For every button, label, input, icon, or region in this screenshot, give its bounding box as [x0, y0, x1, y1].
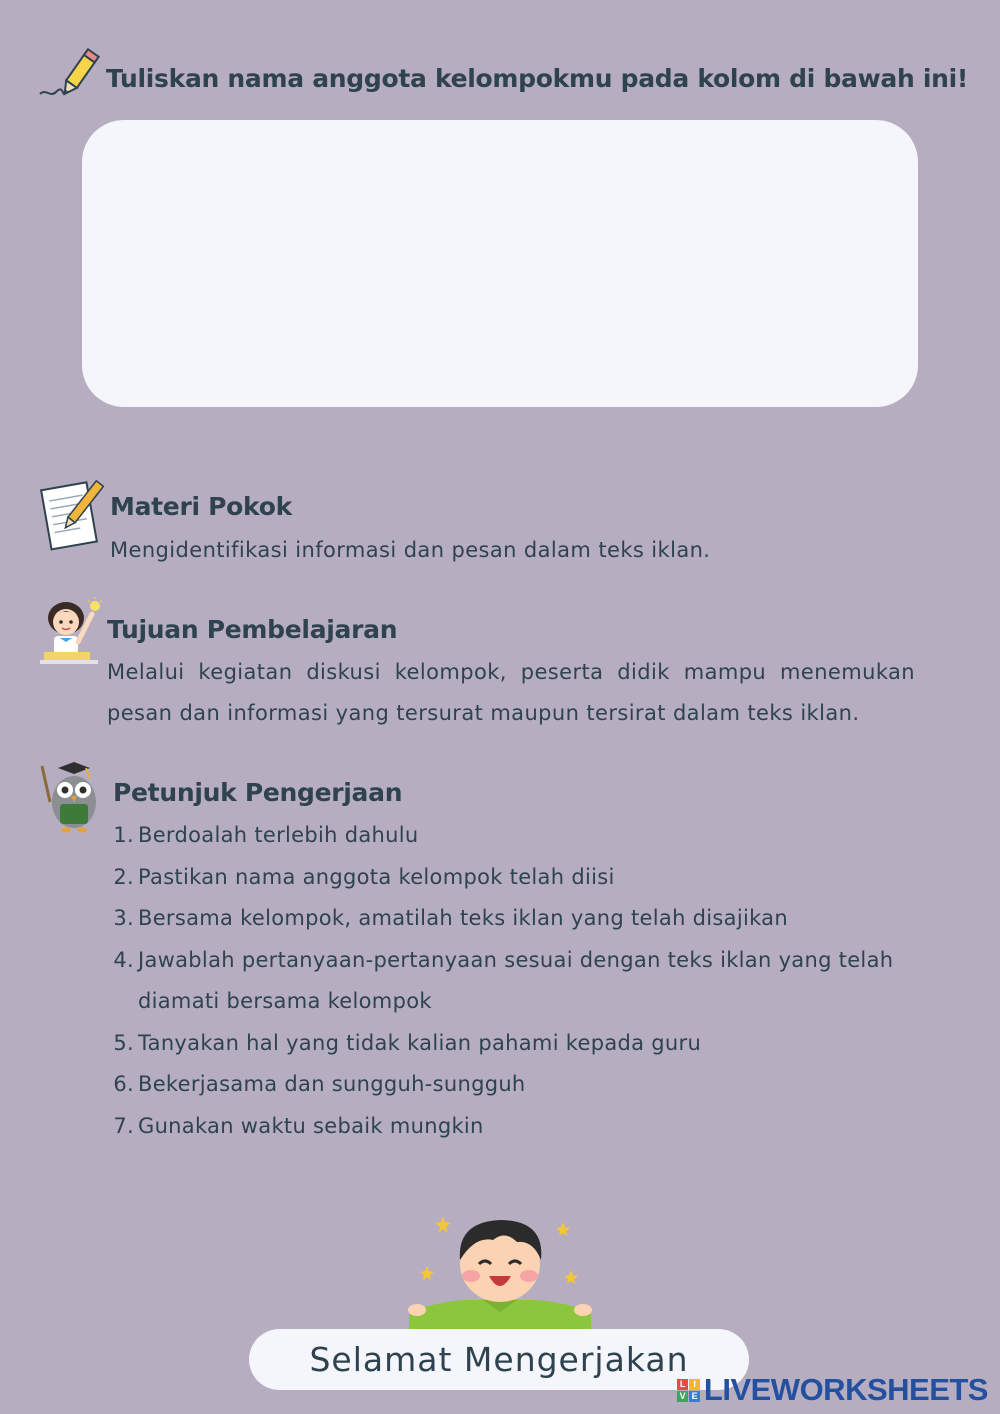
- owl-teacher-icon: [36, 758, 102, 834]
- group-names-field[interactable]: [82, 120, 918, 407]
- liveworksheets-logo: [677, 1372, 988, 1408]
- closing-message: Selamat Mengerjakan: [249, 1329, 749, 1390]
- instruction-heading: Tuliskan nama anggota kelompokmu pada kolom di bawah ini!: [106, 64, 969, 93]
- list-item: 3. Bersama kelompok, amatilah teks iklan yang telah disajikan: [113, 906, 788, 930]
- instruction-steps: [106, 815, 926, 1147]
- list-item: 5. Tanyakan hal yang tidak kalian pahami kepada guru: [113, 1030, 702, 1055]
- tujuan-text: Melalui kegiatan diskusi kelompok, peserta didik mampu menemukan pesan dan informasi yang tersurat maupun tersirat dalam teks iklan.: [107, 660, 915, 725]
- materi-pokok-text: Mengidentifikasi informasi dan pesan dalam teks iklan.: [110, 538, 711, 562]
- girl-student-idea-icon: [38, 596, 104, 668]
- list-item: 1. Berdoalah terlebih dahulu: [113, 823, 419, 847]
- brand-name: LIVEWORKSHEETS: [703, 1372, 988, 1407]
- live-logo-icon: L I V E: [677, 1379, 700, 1402]
- list-item: 4. Jawablah pertanyaan-pertanyaan sesuai dengan teks iklan yang telah diamati bersama kelompok: [113, 947, 894, 1013]
- list-item: 6. Bekerjasama dan sungguh-sungguh: [113, 1072, 526, 1096]
- pencil-writing-icon: [38, 48, 102, 102]
- list-item: 2. Pastikan nama anggota kelompok telah diisi: [113, 864, 615, 889]
- materi-pokok-title: Materi Pokok: [110, 492, 292, 521]
- happy-boy-icon: [405, 1200, 595, 1332]
- paper-pencil-icon: [38, 476, 104, 554]
- list-item: 7. Gunakan waktu sebaik mungkin: [113, 1113, 484, 1138]
- tujuan-title: Tujuan Pembelajaran: [107, 615, 398, 644]
- petunjuk-title: Petunjuk Pengerjaan: [113, 778, 403, 807]
